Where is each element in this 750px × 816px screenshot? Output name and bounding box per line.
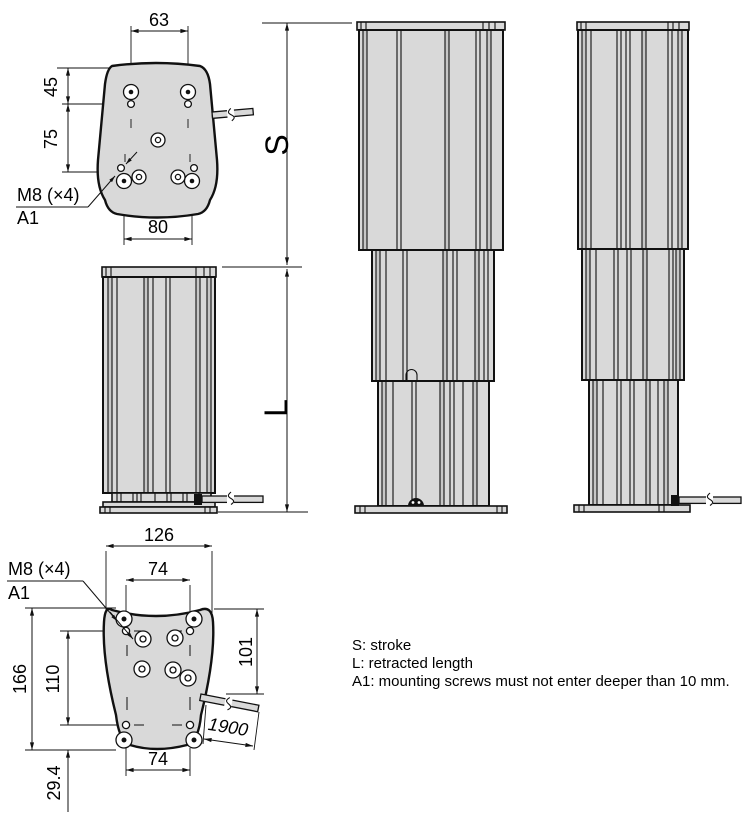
stroke-label: S xyxy=(259,134,295,156)
extended-column-side-view xyxy=(574,22,741,512)
side-top-cap xyxy=(577,22,689,30)
dim-74-bottom: 74 xyxy=(147,749,169,769)
dim-75: 75 xyxy=(41,128,61,150)
side-base-plate xyxy=(574,505,690,512)
bottom-thread-label: M8 (×4) xyxy=(8,559,71,579)
front-upper-segment xyxy=(359,30,503,250)
dim-29-4: 29.4 xyxy=(44,765,64,801)
front-base-plate xyxy=(355,506,507,513)
front-lower-segment xyxy=(378,381,489,506)
bottom-plate xyxy=(104,609,214,749)
dim-101: 101 xyxy=(236,636,256,668)
dim-166: 166 xyxy=(10,663,30,695)
legend-retracted: L: retracted length xyxy=(352,655,473,672)
extended-column-front-view xyxy=(355,22,507,513)
dim-1900: 1900 xyxy=(206,714,250,741)
dim-80: 80 xyxy=(147,217,169,237)
legend xyxy=(352,637,730,690)
top-thread-label: M8 (×4) xyxy=(17,185,80,205)
retracted-top-flange xyxy=(102,267,216,277)
top-view xyxy=(16,10,254,245)
dim-45: 45 xyxy=(41,76,61,98)
dim-74-top: 74 xyxy=(147,559,169,579)
top-ref-label: A1 xyxy=(17,208,40,228)
dim-126: 126 xyxy=(143,525,175,545)
retracted-label: L xyxy=(258,399,294,417)
top-view-cable xyxy=(212,106,254,123)
stroke-length-dimensions xyxy=(218,23,352,512)
bottom-view-cable xyxy=(199,692,259,716)
retracted-column-view xyxy=(100,267,263,513)
legend-stroke: S: stroke xyxy=(352,637,412,654)
legend-a1-note: A1: mounting screws must not enter deeper than 10 mm. xyxy=(352,673,730,690)
dim-63: 63 xyxy=(148,10,170,30)
bottom-ref-label: A1 xyxy=(8,583,31,603)
dim-110: 110 xyxy=(43,664,63,694)
bottom-view xyxy=(7,525,264,812)
side-cable xyxy=(671,493,741,506)
